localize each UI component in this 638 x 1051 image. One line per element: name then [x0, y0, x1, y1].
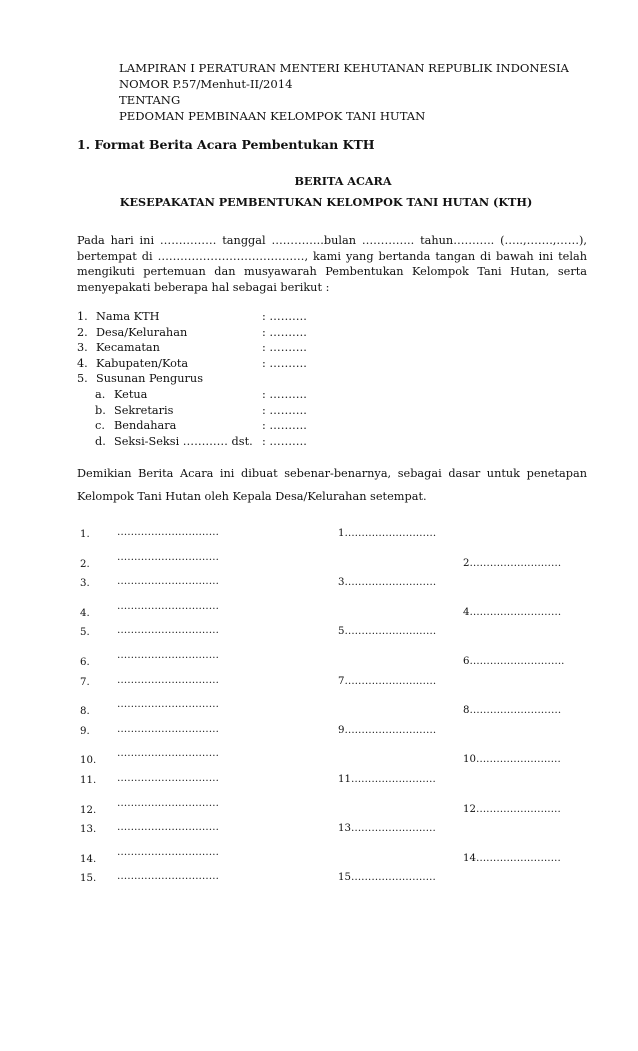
signature-number: 2.: [80, 558, 90, 570]
signature-blank: 2………………………: [463, 557, 562, 569]
name-blank: …………………………: [117, 576, 219, 588]
signature-blank: 5………………………: [338, 626, 437, 638]
name-blank: …………………………: [117, 650, 219, 661]
signature-blank: 13…………………….: [338, 823, 436, 835]
signature-number: 12.: [80, 804, 97, 816]
intro-line: mengikuti pertemuan dan musyawarah Pembentukan Kelompok Tani Hutan, serta: [77, 265, 587, 278]
subfield-letter: a.: [95, 387, 106, 401]
name-blank: …………………………: [117, 846, 219, 858]
name-blank: …………………………: [117, 699, 219, 711]
field-number: 1.: [77, 310, 88, 323]
signature-number: 8.: [80, 706, 90, 718]
signature-number: 10.: [80, 755, 97, 767]
closing-paragraph: [77, 462, 587, 508]
field-number: 5.: [77, 372, 88, 386]
signature-blank: 11…………………….: [338, 774, 436, 785]
name-blank: …………………………: [117, 871, 219, 883]
signature-number: 7.: [80, 676, 90, 688]
name-blank: …………………………: [117, 600, 219, 612]
signature-blank: 4………………………: [463, 606, 562, 618]
subfield-letter: c.: [95, 419, 105, 433]
closing-line: Demikian Berita Acara ini dibuat sebenar-benarnya, sebagai dasar untuk penetapan: [77, 467, 587, 480]
subfield-label: Bendahara: [114, 419, 177, 433]
subfield-label: Sekretaris: [114, 403, 174, 417]
name-blank: …………………………: [117, 723, 219, 735]
field-label: Nama KTH: [96, 310, 160, 323]
header-line: LAMPIRAN I PERATURAN MENTERI KEHUTANAN REPUBLIK INDONESIA: [119, 61, 569, 75]
field-number: 3.: [77, 341, 88, 355]
signature-blank: 14…………………….: [463, 852, 561, 864]
field-label: Susunan Pengurus: [96, 372, 204, 386]
name-blank: …………………………: [117, 822, 219, 834]
signature-number: 5.: [80, 627, 90, 639]
subfield-value: : ……….: [262, 419, 307, 433]
intro-line: bertempat di …………………………………, kami yang bertanda tangan di bawah ini telah: [77, 249, 587, 263]
field-value: : ……….: [262, 325, 307, 339]
field-number: 2.: [77, 325, 88, 339]
header-line: PEDOMAN PEMBINAAN KELOMPOK TANI HUTAN: [119, 109, 426, 123]
name-blank: …………………………: [117, 748, 219, 760]
subfield-letter: b.: [95, 403, 106, 417]
name-blank: …………………………: [117, 551, 219, 563]
subfield-letter: d.: [95, 434, 106, 448]
section-title: 1. Format Berita Acara Pembentukan KTH: [77, 137, 375, 152]
signature-blank: 3………………………: [338, 577, 437, 589]
intro-line: menyepakati beberapa hal sebagai berikut :: [77, 280, 330, 294]
signature-number: 9.: [80, 725, 90, 737]
signature-blank: 8………………………: [463, 705, 562, 717]
signature-blank: 9………………………: [338, 724, 437, 736]
subfield-value: : ……….: [262, 387, 307, 401]
signature-blank: 1………………………: [338, 528, 437, 539]
intro-paragraph: [77, 233, 587, 295]
name-blank: …………………………: [117, 625, 219, 637]
field-label: Kecamatan: [96, 341, 160, 355]
field-label: Desa/Kelurahan: [96, 325, 188, 339]
signature-blank: 6……………………….: [463, 656, 565, 667]
field-value: : ……….: [262, 341, 307, 355]
regulation-header: [119, 60, 569, 124]
document-subtitle: KESEPAKATAN PEMBENTUKAN KELOMPOK TANI HUTAN (KTH): [119, 195, 533, 209]
field-value: : ……….: [262, 356, 307, 370]
field-number: 4.: [77, 356, 88, 370]
header-line: TENTANG: [119, 93, 181, 107]
signature-blank: 7………………………: [338, 675, 437, 687]
signature-number: 3.: [80, 578, 90, 590]
document-title: BERITA ACARA: [294, 174, 392, 188]
subfield-value: : ……….: [262, 403, 307, 417]
field-label: Kabupaten/Kota: [96, 356, 189, 370]
name-blank: …………………………: [117, 527, 219, 538]
signature-blank: 10…………………….: [463, 754, 561, 766]
name-blank: …………………………: [117, 797, 219, 809]
signature-number: 13.: [80, 824, 97, 836]
field-value: : ……….: [262, 310, 307, 323]
signature-blank: 12…………………….: [463, 803, 561, 815]
closing-line: Kelompok Tani Hutan oleh Kepala Desa/Kelurahan setempat.: [77, 490, 427, 503]
intro-line: Pada hari ini …………… tanggal …………..bulan ………….. tahun……….. (…..,…….,……),: [77, 234, 587, 247]
subfield-value: : ……….: [262, 434, 307, 448]
subfield-label: Seksi-Seksi ………… dst.: [114, 434, 253, 448]
name-blank: …………………………: [117, 773, 219, 784]
signature-blank: 15…………………….: [338, 872, 436, 884]
name-blank: …………………………: [117, 674, 219, 686]
signature-number: 1.: [80, 529, 90, 540]
subfield-label: Ketua: [114, 387, 148, 401]
signature-number: 6.: [80, 657, 90, 668]
signature-number: 4.: [80, 607, 90, 619]
header-line: NOMOR P.57/Menhut-II/2014: [119, 77, 293, 91]
signature-number: 15.: [80, 873, 97, 885]
signature-number: 14.: [80, 853, 97, 865]
signature-number: 11.: [80, 775, 97, 786]
